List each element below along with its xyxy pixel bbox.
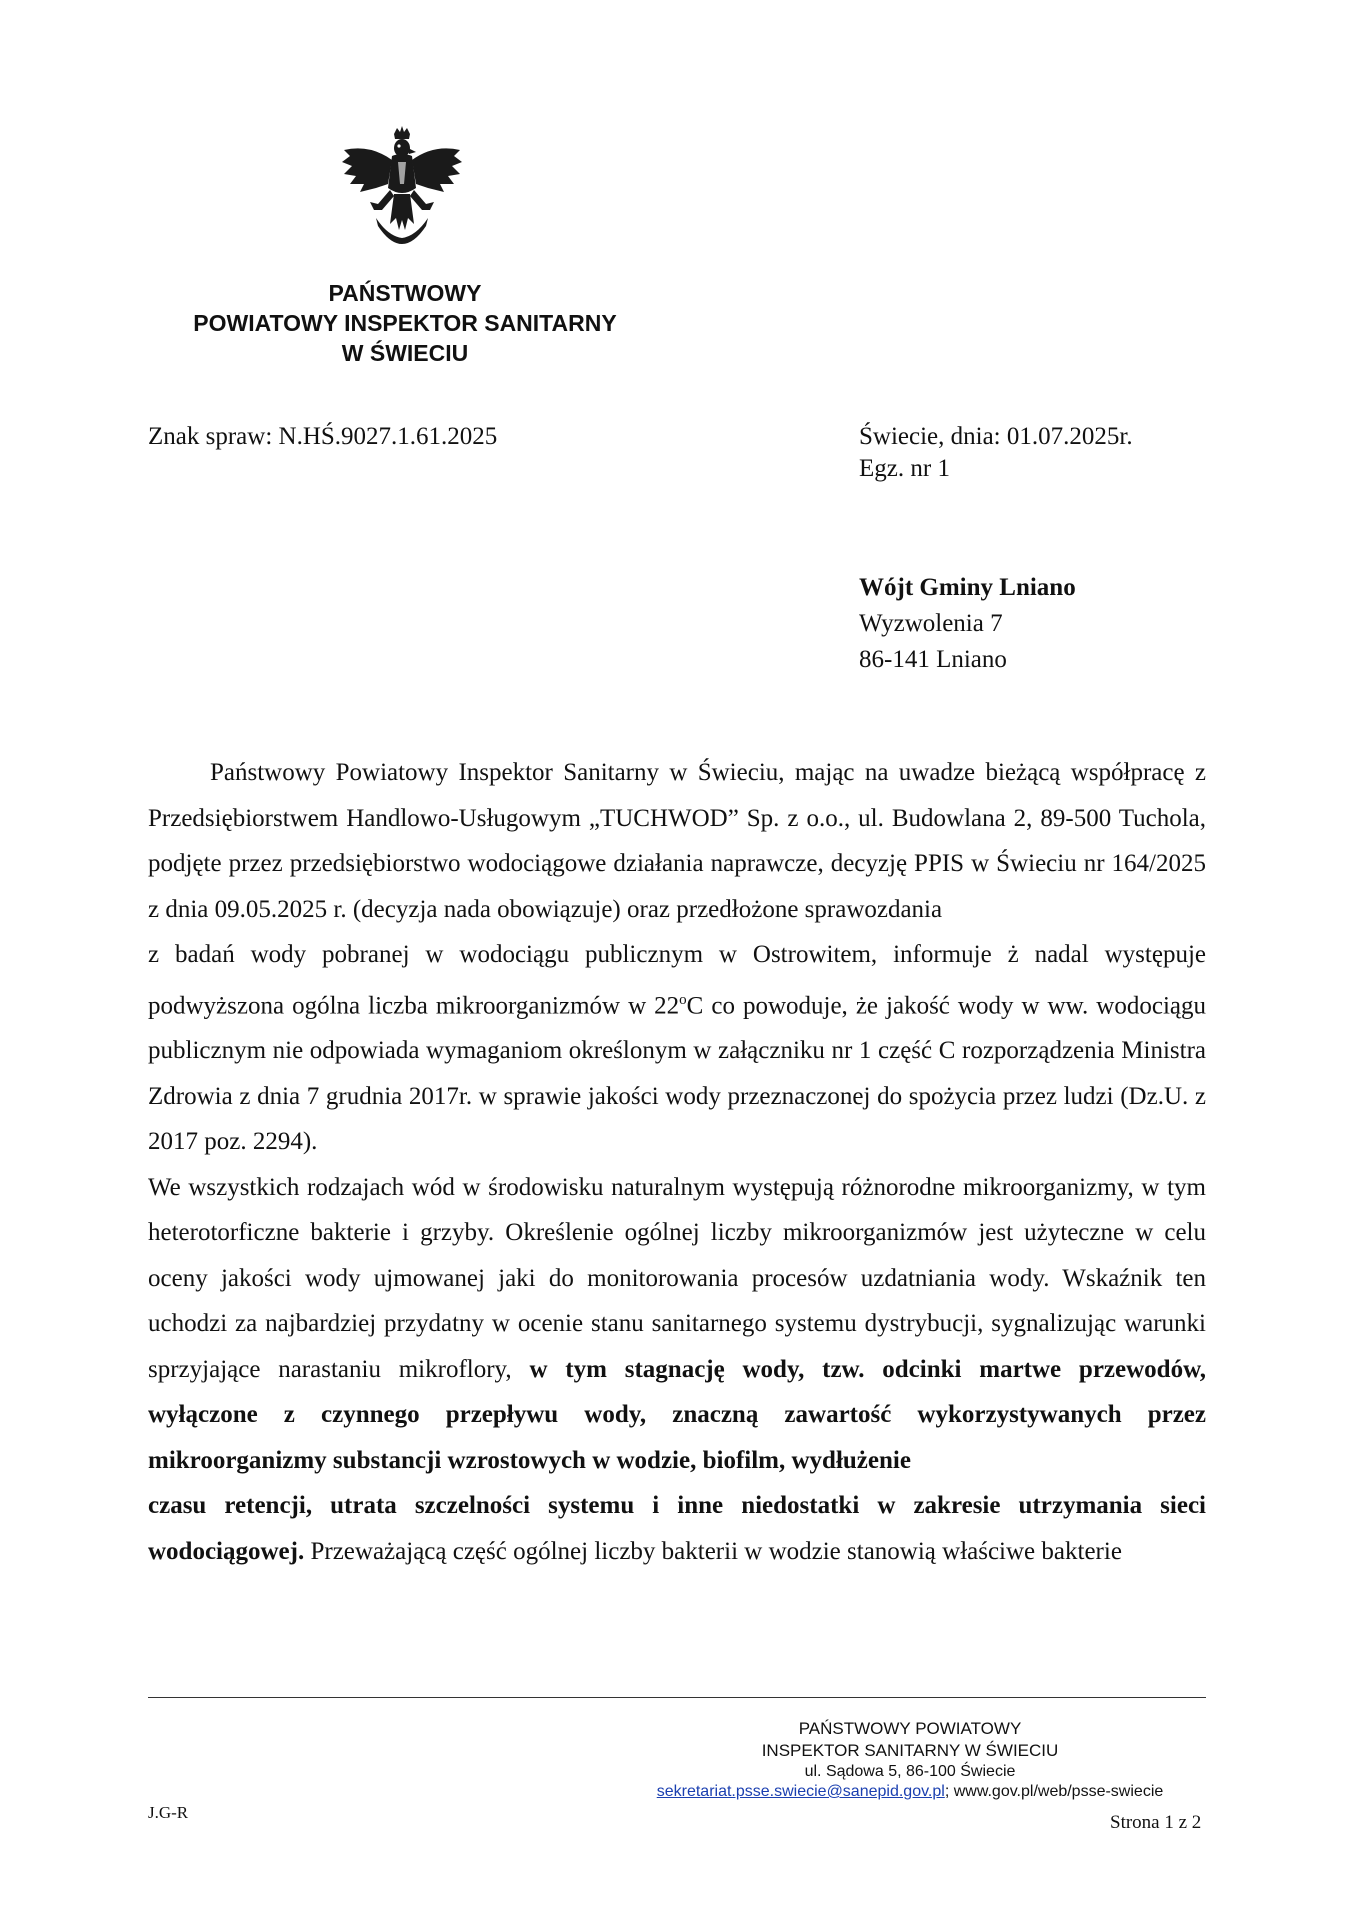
body-text: C co powoduje, że jakość wody w ww. wodociągu publicznym nie odpowiada wymaganiom określonym w załączniku nr 1 część C rozporządzenia Ministra Zdrowia z dnia 7 grudnia 2017r. w sprawie jakości wody przeznaczonej do spożycia przez ludzi (Dz.U. z 2017 poz. 2294). bbox=[148, 991, 1206, 1156]
body-bold-text: czasu retencji, utrata szczelności systemu i inne niedostatki w zakresie utrzymania sieci wodociągowej. bbox=[148, 1492, 1206, 1565]
body-paragraph bbox=[148, 1165, 1206, 1484]
footer-email-link[interactable]: sekretariat.psse.swiecie@sanepid.gov.pl bbox=[656, 1783, 945, 1800]
footer-links bbox=[640, 1782, 1180, 1802]
case-reference: Znak spraw: N.HŚ.9027.1.61.2025 bbox=[148, 423, 498, 450]
body-paragraph bbox=[148, 1483, 1206, 1574]
author-initials: J.G-R bbox=[148, 1803, 189, 1822]
copy-number: Egz. nr 1 bbox=[859, 455, 950, 482]
body-bold-text: w tym stagnację wody, tzw. odcinki martwe przewodów, wyłączone z czynnego przepływu wody, znaczną zawartość wykorzystywanych przez mikroorganizmy substancji wzrostowych w wodzie, biofilm, wydłużenie bbox=[148, 1355, 1206, 1474]
footer-address: ul. Sądowa 5, 86-100 Świecie bbox=[804, 1763, 1016, 1780]
issuer-header-line: POWIATOWY INSPEKTOR SANITARNY bbox=[193, 310, 617, 336]
recipient-postal: 86-141 Lniano bbox=[859, 646, 1007, 673]
page-number: Strona 1 z 2 bbox=[1110, 1812, 1202, 1833]
degree-superscript: o bbox=[679, 991, 687, 1008]
issuer-header-line: PAŃSTWOWY bbox=[328, 280, 482, 306]
recipient-block bbox=[859, 570, 1076, 678]
body-text: z badań wody pobranej w wodociągu publicznym w Ostrowitem, informuje ż nadal występuje podwyższona ogólna liczba mikroorganizmów w 22 bbox=[148, 941, 1206, 1019]
footer-separator: ; bbox=[944, 1783, 954, 1800]
body-text: Przeważającą część ogólnej liczby bakterii w wodzie stanowią właściwe bakterie bbox=[304, 1537, 1122, 1565]
body-paragraph: Państwowy Powiatowy Inspektor Sanitarny w Świeciu, mając na uwadze bieżącą współpracę z Przedsiębiorstwem Handlowo-Usługowym „TUCHWOD” Sp. z o.o., ul. Budowlana 2, 89-500 Tuchola, podjęte przez przedsiębiorstwo wodociągowe działania naprawcze, decyzję PPIS w Świeciu nr 164/2025 z dnia 09.05.2025 r. (decyzja nada obowiązuje) oraz przedłożone sprawozdania bbox=[148, 759, 1206, 923]
recipient-street: Wyzwolenia 7 bbox=[859, 610, 1003, 637]
body-text: We wszystkich rodzajach wód w środowisku naturalnym występują różnorodne mikroorganizmy, w tym heterotorficzne bakterie i grzyby. Określenie ogólnej liczby mikroorganizmów jest użyteczne w celu oceny jakości wody ujmowanej jaki do monitorowania procesów uzdatniania wody. Wskaźnik ten uchodzi za najbardziej przydatny w ocenie stanu sanitarnego systemu dystrybucji, sygnalizując warunki sprzyjające narastaniu mikroflory, bbox=[148, 1173, 1206, 1383]
issuer-header bbox=[150, 278, 660, 368]
eagle-emblem-icon bbox=[336, 126, 468, 250]
footer-contact bbox=[640, 1718, 1180, 1802]
footer-org-line: INSPEKTOR SANITARNY W ŚWIECIU bbox=[761, 1741, 1059, 1760]
body-paragraph bbox=[148, 932, 1206, 1165]
footer-website[interactable]: www.gov.pl/web/psse-swiecie bbox=[953, 1783, 1164, 1800]
footer-divider bbox=[148, 1697, 1206, 1698]
footer-org-line: PAŃSTWOWY POWIATOWY bbox=[798, 1719, 1022, 1738]
issuer-header-line: W ŚWIECIU bbox=[341, 340, 469, 366]
recipient-name: Wójt Gminy Lniano bbox=[859, 574, 1076, 601]
letter-body bbox=[148, 750, 1206, 1574]
place-and-date: Świecie, dnia: 01.07.2025r. bbox=[859, 423, 1133, 450]
